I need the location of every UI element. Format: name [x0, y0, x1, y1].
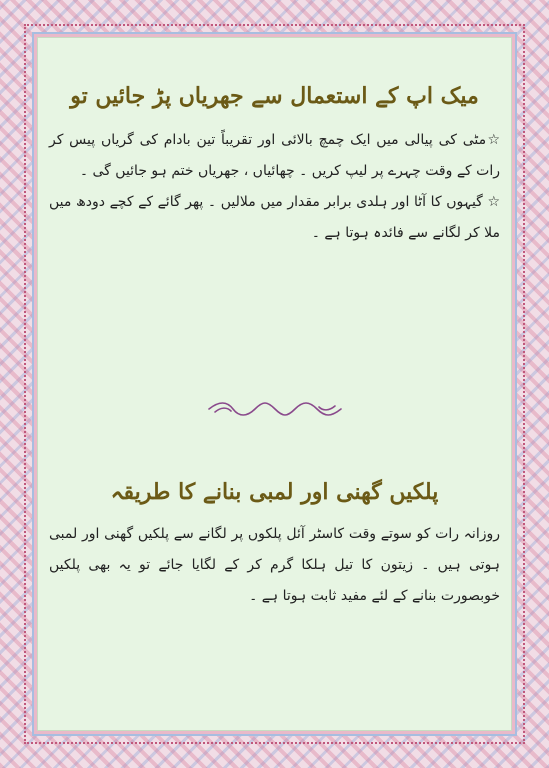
ornamental-divider-svg: [205, 399, 345, 419]
paragraph-wrinkles-2: ☆ گیہوں کا آٹا اور ہلدی برابر مقدار میں ملالیں ۔ پھر گائے کے کچے دودھ میں ملا کر لگانے سے فائدہ ہوتا ہے ۔: [49, 194, 500, 241]
paragraph-wrinkles-1: ☆مٹی کی پیالی میں ایک چمچ بالائی اور تقریباً تین بادام کی گریاں پیس کر رات کے وقت چہرے پر لیپ کریں ۔ چھائیاں ، جھریاں ختم ہو جائیں گی ۔: [49, 132, 500, 179]
paragraph-eyelashes-1: روزانہ رات کو سوتے وقت کاسٹر آئل پلکوں پر لگانے سے پلکیں گھنی اور لمبی ہوتی ہیں ۔ زیتون کا تیل ہلکا گرم کر کے لگایا جائے تو یہ بھی پلکیں خوبصورت بنانے کے لئے مفید ثابت ہوتا ہے ۔: [49, 526, 501, 604]
section-title-wrinkles: میک اپ کے استعمال سے جھریاں پڑ جائیں تو: [70, 83, 479, 109]
content-panel: [37, 37, 512, 731]
section-title-eyelashes: پلکیں گھنی اور لمبی بنانے کا طریقہ: [110, 479, 439, 505]
section-wrinkles: [49, 81, 500, 249]
ornamental-divider-icon: [37, 399, 512, 419]
section-eyelashes: [49, 477, 500, 612]
